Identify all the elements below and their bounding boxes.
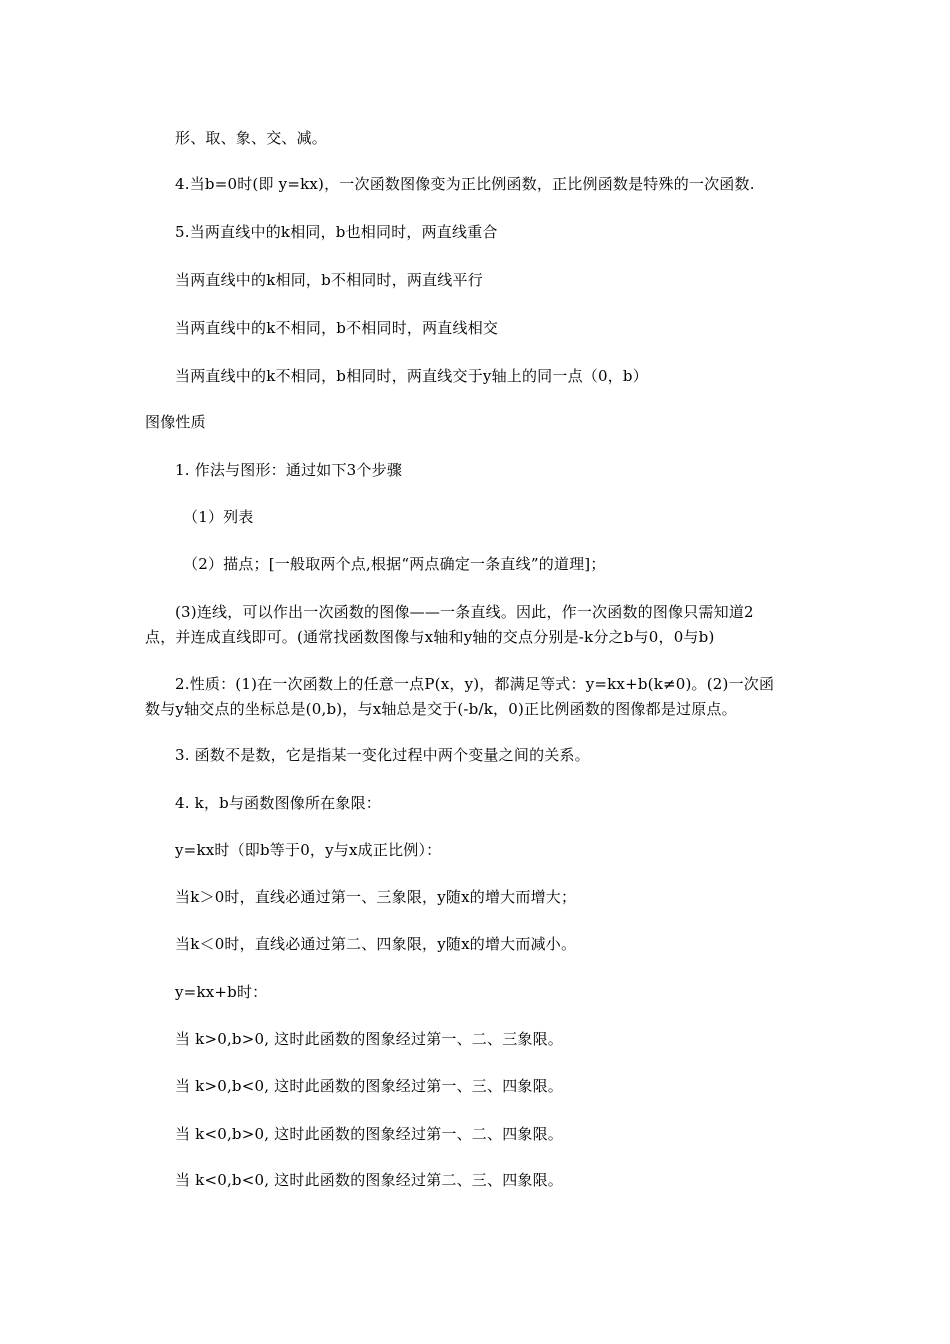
- paragraph-intro-fragment: 形、取、象、交、减。: [175, 129, 328, 147]
- case-k-pos-b-neg: 当 k>0,b<0, 这时此函数的图象经过第一、三、四象限。: [175, 1077, 563, 1095]
- case-k-neg-b-neg: 当 k<0,b<0, 这时此函数的图象经过第二、三、四象限。: [175, 1171, 563, 1189]
- paragraph-parallel: 当两直线中的k相同，b不相同时，两直线平行: [175, 271, 483, 289]
- paragraph-properties: 2.性质：(1)在一次函数上的任意一点P(x，y)，都满足等式：y=kx+b(k≠0)。(2)一次函数与y轴交点的坐标总是(0,b)，与x轴总是交于(-b/k，0)正比例函数的图像都是过原点。: [145, 675, 775, 718]
- case-k-pos-b-pos: 当 k>0,b>0, 这时此函数的图象经过第一、二、三象限。: [175, 1030, 563, 1048]
- paragraph-function-definition: 3. 函数不是数，它是指某一变化过程中两个变量之间的关系。: [175, 746, 590, 764]
- paragraph-linear: y=kx+b时：: [175, 983, 268, 1001]
- case-k-neg-b-pos: 当 k<0,b>0, 这时此函数的图象经过第一、二、四象限。: [175, 1125, 563, 1143]
- paragraph-item-4: 4.当b=0时(即 y=kx)，一次函数图像变为正比例函数，正比例函数是特殊的一次函数.: [175, 175, 755, 193]
- paragraph-method: 1. 作法与图形：通过如下3个步骤: [175, 461, 403, 479]
- step-1: （1）列表: [183, 508, 254, 526]
- step-3: (3)连线，可以作出一次函数的图像——一条直线。因此，作一次函数的图像只需知道2点，并连成直线即可。(通常找函数图像与x轴和y轴的交点分别是-k分之b与0，0与b): [145, 603, 754, 646]
- paragraph-quadrants: 4. k，b与函数图像所在象限：: [175, 794, 381, 812]
- paragraph-y-axis-point: 当两直线中的k不相同，b相同时，两直线交于y轴上的同一点（0，b）: [175, 367, 648, 385]
- paragraph-k-positive: 当k＞0时，直线必通过第一、三象限，y随x的增大而增大；: [175, 888, 577, 906]
- step-2: （2）描点；[一般取两个点,根据“两点确定一条直线”的道理]；: [183, 555, 606, 573]
- paragraph-k-negative: 当k＜0时，直线必通过第二、四象限，y随x的增大而减小。: [175, 935, 577, 953]
- paragraph-intersect: 当两直线中的k不相同，b不相同时，两直线相交: [175, 319, 499, 337]
- paragraph-proportional: y=kx时（即b等于0，y与x成正比例）：: [175, 841, 442, 859]
- paragraph-item-5: 5.当两直线中的k相同，b也相同时，两直线重合: [175, 223, 498, 241]
- section-heading: 图像性质: [145, 413, 206, 431]
